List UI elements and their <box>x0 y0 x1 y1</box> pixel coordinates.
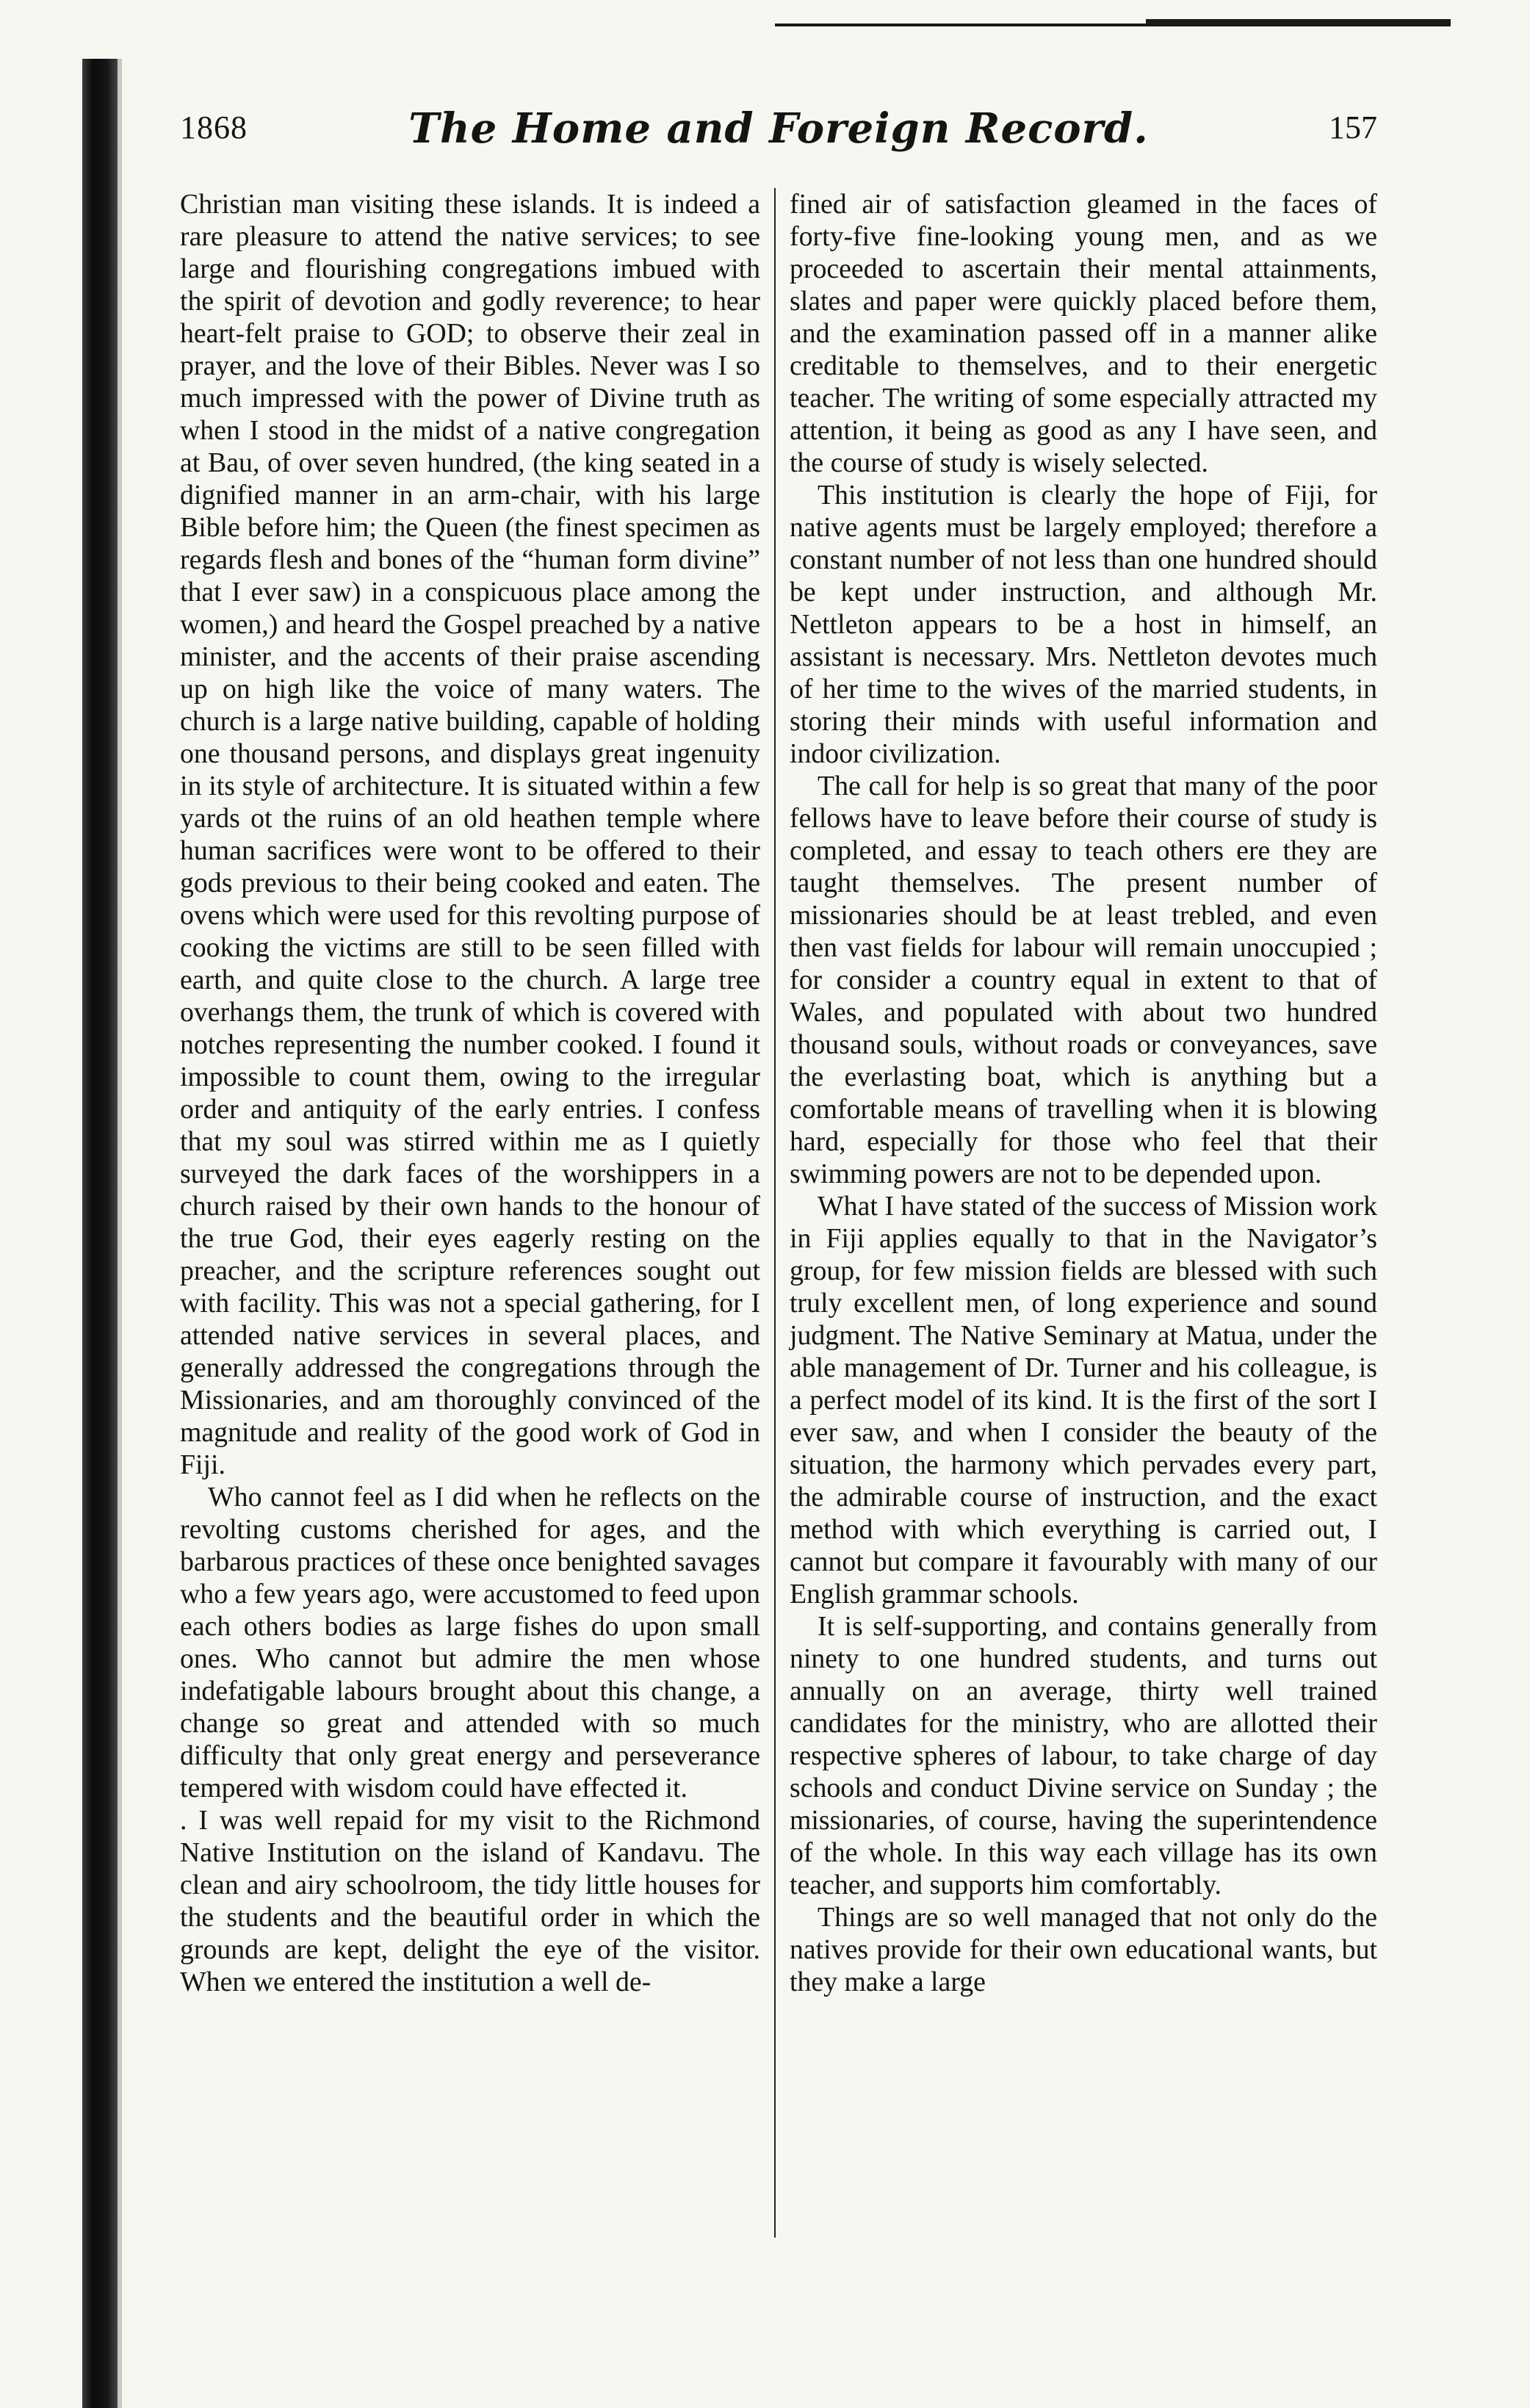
left-column <box>180 188 760 2362</box>
book-spine-shadow <box>82 59 118 2408</box>
right-paragraph-2: This institution is clearly the hope of Fiji, for native agents must be largely employed; therefore a constant number of not less than one hundred should be kept under instruction, and although Mr. Nettleton appears to be a host in himself, an assistant is necessary. Mrs. Nettleton devotes much of her time to the wives of the married students, in storing their minds with useful information and indoor civilization. <box>790 480 1377 769</box>
header-year: 1868 <box>180 109 248 145</box>
left-paragraph-1: Christian man visiting these islands. It is indeed a rare pleasure to attend the native services; to see large and flourishing congregations imbued with the spirit of devotion and godly reverence; to hear heart-felt praise to GOD; to observe their zeal in prayer, and the love of their Bibles. Never was I so much impressed with the power of Divine truth as when I stood in the midst of a native congregation at Bau, of over seven hundred, (the king seated in a dignified manner in an arm-chair, with his large Bible before him; the Queen (the finest specimen as regards flesh and bones of the “human form divine” that I ever saw) in a conspicuous place among the women,) and heard the Gospel preached by a native minister, and the accents of their praise ascending up on high like the voice of many waters. The church is a large native building, capable of holding one thousand persons, and displays great ingenuity in its style of architecture. It is situated within a few yards ot the ruins of an old heathen temple where human sacrifices were wont to be offered to their gods previous to their being cooked and eaten. The ovens which were used for this revolting purpose of cooking the victims are still to be seen filled with earth, and quite close to the church. A large tree overhangs them, the trunk of which is covered with notches representing the number cooked. I found it impossible to count them, owing to the irregular order and antiquity of the early entries. I confess that my soul was stirred within me as I quietly surveyed the dark faces of the worshippers in a church raised by their own hands to the honour of the true God, their eyes eagerly resting on the preacher, and the scripture references sought out with facility. This was not a special gathering, for I attended native services in several places, and generally addressed the congregations through the Missionaries, and am thoroughly convinced of the magnitude and reality of the good work of God in Fiji. <box>180 189 760 1480</box>
top-rule-thick <box>1146 19 1451 26</box>
left-paragraph-3: . I was well repaid for my visit to the Richmond Native Institution on the island of Kandavu. The clean and airy schoolroom, the tidy little houses for the students and the beautiful order in which the grounds are kept, delight the eye of the visitor. When we entered the institution a well de- <box>180 1805 760 1997</box>
left-paragraph-2: Who cannot feel as I did when he reflects on the revolting customs cherished for ages, and the barbarous practices of these once benighted savages who a few years ago, were accustomed to feed upon each others bodies as large fishes do upon small ones. Who cannot but admire the men whose indefatigable labours brought about this change, a change so great and attended with so much difficulty that only great energy and perseverance tempered with wisdom could have effected it. <box>180 1482 760 1803</box>
header-page-number: 157 <box>1329 109 1377 145</box>
column-divider <box>774 188 776 2238</box>
header-title: The Home and Foreign Record. <box>408 104 1149 153</box>
right-paragraph-1: fined air of satisfaction gleamed in the faces of forty-five fine-looking young men, and as we proceeded to ascertain their mental attainments, slates and paper were quickly placed before them, and the examination passed off in a manner alike creditable to themselves, and to their energetic teacher. The writing of some especially attracted my attention, it being as good as any I have seen, and the course of study is wisely selected. <box>790 189 1377 478</box>
right-paragraph-3: The call for help is so great that many of the poor fellows have to leave before their course of study is completed, and essay to teach others ere they are taught themselves. The present number of missionaries should be at least trebled, and even then vast fields for labour will remain unoccupied ; for consider a country equal in extent to that of Wales, and populated with about two hundred thousand souls, without roads or conveyances, save the everlasting boat, which is anything but a comfortable means of travelling when it is blowing hard, especially for those who feel that their swimming powers are not to be depended upon. <box>790 771 1377 1189</box>
right-column <box>790 188 1377 2362</box>
page-header <box>180 104 1377 160</box>
book-spine-edge <box>118 59 122 2408</box>
right-paragraph-5: It is self-supporting, and contains generally from ninety to one hundred students, and turns out annually on an average, thirty well trained candidates for the ministry, who are allotted their respective spheres of labour, to take charge of day schools and conduct Divine service on Sunday ; the missionaries, of course, having the superintendence of the whole. In this way each village has its own teacher, and supports him comfortably. <box>790 1611 1377 1900</box>
right-paragraph-4: What I have stated of the success of Mission work in Fiji applies equally to that in the Navigator’s group, for few mission fields are blessed with such truly excellent men, of long experience and sound judgment. The Native Seminary at Matua, under the able management of Dr. Turner and his colleague, is a perfect model of its kind. It is the first of the sort I ever saw, and when I consider the beauty of the situation, the harmony which pervades every part, the admirable course of instruction, and the exact method with which everything is carried out, I cannot but compare it favourably with many of our English grammar schools. <box>790 1191 1377 1609</box>
right-paragraph-6: Things are so well managed that not only do the natives provide for their own educational wants, but they make a large <box>790 1902 1377 1997</box>
